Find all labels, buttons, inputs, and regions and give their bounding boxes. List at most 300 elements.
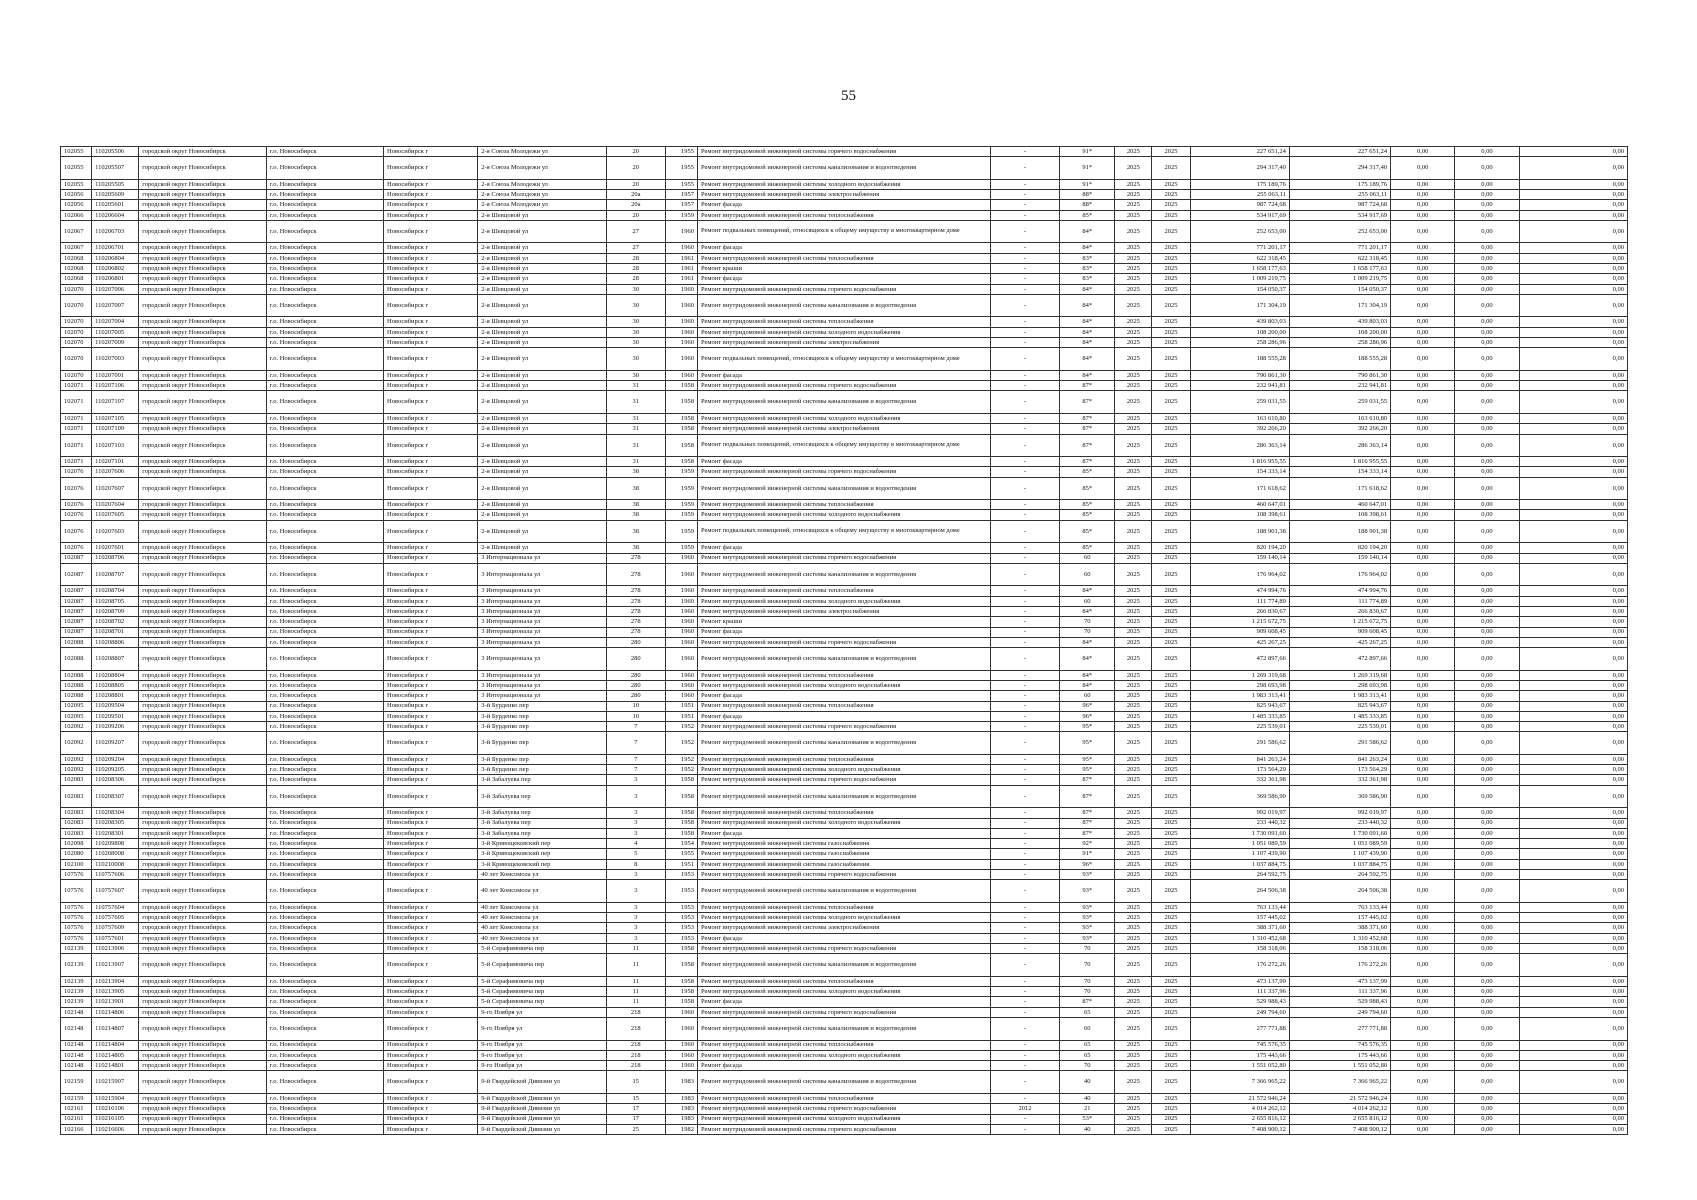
cost-cell: 188 901,38 (1190, 520, 1289, 543)
start-year-cell: 2025 (1115, 1114, 1152, 1124)
city-cell: Новосибирск г (384, 157, 478, 180)
table-row (61, 190, 1628, 200)
house-id-cell: 102076 (61, 500, 92, 510)
work-code-cell: 110207605 (92, 510, 139, 520)
work-code-cell: 110208702 (92, 617, 139, 627)
cost-cell: 227 651,24 (1190, 147, 1289, 157)
prev-repair-year-cell: - (990, 424, 1059, 434)
settlement-cell: г.о. Новосибирск (266, 637, 383, 647)
total-cost-cell: 154 333,14 (1289, 467, 1390, 477)
settlement-cell: г.о. Новосибирск (266, 413, 383, 423)
work-code-cell: 110213906 (92, 944, 139, 954)
table-row (61, 391, 1628, 414)
fund-c-cell: 0,00 (1519, 732, 1627, 755)
street-cell: 9-й Гвардейской Дивизии ул (478, 1093, 606, 1103)
wear-cell: 95* (1060, 722, 1115, 732)
fund-c-cell: 0,00 (1519, 1040, 1627, 1050)
start-year-cell: 2025 (1115, 1071, 1152, 1094)
house-number-cell: 3 (606, 870, 665, 880)
house-number-cell: 30 (606, 317, 665, 327)
prev-repair-year-cell: - (990, 253, 1059, 263)
fund-b-cell: 0,00 (1455, 987, 1519, 997)
year-built-cell: 1960 (665, 691, 697, 701)
municipality-cell: городской округ Новосибирск (139, 701, 266, 711)
work-type-cell: Ремонт внутридомовой инженерной системы горячего водоснабжения (697, 553, 990, 563)
city-cell: Новосибирск г (384, 1093, 478, 1103)
house-id-cell: 107576 (61, 870, 92, 880)
fund-a-cell: 0,00 (1391, 680, 1455, 690)
municipality-cell: городской округ Новосибирск (139, 828, 266, 838)
year-built-cell: 1958 (665, 954, 697, 977)
work-code-cell: 110208709 (92, 606, 139, 616)
street-cell: 3 Интернационала ул (478, 617, 606, 627)
year-built-cell: 1961 (665, 264, 697, 274)
total-cost-cell: 1 310 452,68 (1289, 933, 1390, 943)
prev-repair-year-cell: - (990, 701, 1059, 711)
work-code-cell: 110210008 (92, 859, 139, 869)
house-number-cell: 28 (606, 253, 665, 263)
start-year-cell: 2025 (1115, 317, 1152, 327)
house-number-cell: 3 (606, 933, 665, 943)
total-cost-cell: 266 830,67 (1289, 606, 1390, 616)
city-cell: Новосибирск г (384, 923, 478, 933)
fund-a-cell: 0,00 (1391, 179, 1455, 189)
city-cell: Новосибирск г (384, 147, 478, 157)
work-code-cell: 110207004 (92, 317, 139, 327)
year-built-cell: 1953 (665, 880, 697, 903)
end-year-cell: 2025 (1152, 722, 1190, 732)
settlement-cell: г.о. Новосибирск (266, 606, 383, 616)
wear-cell: 65 (1060, 1040, 1115, 1050)
prev-repair-year-cell: - (990, 987, 1059, 997)
street-cell: 2-я Шевцовой ул (478, 338, 606, 348)
table-row (61, 553, 1628, 563)
total-cost-cell: 188 555,28 (1289, 348, 1390, 371)
work-type-cell: Ремонт внутридомовой инженерной системы теплоснабжения (697, 976, 990, 986)
settlement-cell: г.о. Новосибирск (266, 157, 383, 180)
city-cell: Новосибирск г (384, 243, 478, 253)
fund-c-cell: 0,00 (1519, 944, 1627, 954)
house-id-cell: 102092 (61, 765, 92, 775)
prev-repair-year-cell: - (990, 596, 1059, 606)
city-cell: Новосибирск г (384, 434, 478, 457)
year-built-cell: 1952 (665, 722, 697, 732)
table-row (61, 839, 1628, 849)
total-cost-cell: 227 651,24 (1289, 147, 1390, 157)
house-number-cell: 15 (606, 1071, 665, 1094)
end-year-cell: 2025 (1152, 680, 1190, 690)
year-built-cell: 1957 (665, 190, 697, 200)
start-year-cell: 2025 (1115, 944, 1152, 954)
total-cost-cell: 286 363,14 (1289, 434, 1390, 457)
city-cell: Новосибирск г (384, 1104, 478, 1114)
house-id-cell: 102070 (61, 284, 92, 294)
municipality-cell: городской округ Новосибирск (139, 722, 266, 732)
fund-c-cell: 0,00 (1519, 510, 1627, 520)
table-row (61, 902, 1628, 912)
cost-cell: 1 107 439,90 (1190, 849, 1289, 859)
wear-cell: 84* (1060, 370, 1115, 380)
table-row (61, 510, 1628, 520)
cost-cell: 163 610,80 (1190, 413, 1289, 423)
house-number-cell: 30 (606, 294, 665, 317)
start-year-cell: 2025 (1115, 381, 1152, 391)
year-built-cell: 1954 (665, 839, 697, 849)
start-year-cell: 2025 (1115, 157, 1152, 180)
start-year-cell: 2025 (1115, 722, 1152, 732)
table-row (61, 327, 1628, 337)
city-cell: Новосибирск г (384, 413, 478, 423)
wear-cell: 21 (1060, 1104, 1115, 1114)
street-cell: 2-я Шевцовой ул (478, 477, 606, 500)
fund-a-cell: 0,00 (1391, 606, 1455, 616)
settlement-cell: г.о. Новосибирск (266, 317, 383, 327)
settlement-cell: г.о. Новосибирск (266, 596, 383, 606)
fund-b-cell: 0,00 (1455, 828, 1519, 838)
street-cell: 2-я Шевцовой ул (478, 467, 606, 477)
settlement-cell: г.о. Новосибирск (266, 477, 383, 500)
fund-b-cell: 0,00 (1455, 294, 1519, 317)
year-built-cell: 1958 (665, 434, 697, 457)
street-cell: 9-й Гвардейской Дивизии ул (478, 1124, 606, 1134)
year-built-cell: 1960 (665, 294, 697, 317)
fund-a-cell: 0,00 (1391, 596, 1455, 606)
prev-repair-year-cell: - (990, 1061, 1059, 1071)
table-row (61, 520, 1628, 543)
end-year-cell: 2025 (1152, 391, 1190, 414)
start-year-cell: 2025 (1115, 500, 1152, 510)
wear-cell: 87* (1060, 808, 1115, 818)
cost-cell: 108 398,61 (1190, 510, 1289, 520)
house-id-cell: 107576 (61, 880, 92, 903)
cost-cell: 154 333,14 (1190, 467, 1289, 477)
house-id-cell: 102092 (61, 722, 92, 732)
city-cell: Новосибирск г (384, 765, 478, 775)
wear-cell: 70 (1060, 954, 1115, 977)
wear-cell: 84* (1060, 294, 1115, 317)
end-year-cell: 2025 (1152, 243, 1190, 253)
street-cell: 3-й Кривощековский пер (478, 859, 606, 869)
fund-b-cell: 0,00 (1455, 818, 1519, 828)
total-cost-cell: 163 610,80 (1289, 413, 1390, 423)
house-number-cell: 218 (606, 1018, 665, 1041)
municipality-cell: городской округ Новосибирск (139, 775, 266, 785)
start-year-cell: 2025 (1115, 264, 1152, 274)
fund-b-cell: 0,00 (1455, 913, 1519, 923)
start-year-cell: 2025 (1115, 179, 1152, 189)
fund-c-cell: 0,00 (1519, 670, 1627, 680)
work-type-cell: Ремонт внутридомовой инженерной системы электроснабжения (697, 606, 990, 616)
prev-repair-year-cell: - (990, 1124, 1059, 1134)
table-row (61, 775, 1628, 785)
year-built-cell: 1957 (665, 200, 697, 210)
fund-c-cell: 0,00 (1519, 179, 1627, 189)
work-type-cell: Ремонт фасада (697, 457, 990, 467)
street-cell: 9-го Ноября ул (478, 1061, 606, 1071)
fund-b-cell: 0,00 (1455, 253, 1519, 263)
fund-c-cell: 0,00 (1519, 243, 1627, 253)
house-id-cell: 102159 (61, 1071, 92, 1094)
fund-c-cell: 0,00 (1519, 627, 1627, 637)
fund-b-cell: 0,00 (1455, 1050, 1519, 1060)
fund-a-cell: 0,00 (1391, 976, 1455, 986)
fund-b-cell: 0,00 (1455, 785, 1519, 808)
prev-repair-year-cell: - (990, 243, 1059, 253)
house-id-cell: 102095 (61, 711, 92, 721)
table-row (61, 711, 1628, 721)
house-id-cell: 102139 (61, 954, 92, 977)
fund-a-cell: 0,00 (1391, 1018, 1455, 1041)
year-built-cell: 1955 (665, 179, 697, 189)
cost-cell: 473 137,99 (1190, 976, 1289, 986)
fund-b-cell: 0,00 (1455, 954, 1519, 977)
city-cell: Новосибирск г (384, 1040, 478, 1050)
settlement-cell: г.о. Новосибирск (266, 933, 383, 943)
work-type-cell: Ремонт внутридомовой инженерной системы канализования и водоотведения (697, 294, 990, 317)
total-cost-cell: 771 201,17 (1289, 243, 1390, 253)
fund-a-cell: 0,00 (1391, 327, 1455, 337)
fund-a-cell: 0,00 (1391, 839, 1455, 849)
cost-cell: 332 361,98 (1190, 775, 1289, 785)
municipality-cell: городской округ Новосибирск (139, 520, 266, 543)
prev-repair-year-cell: - (990, 691, 1059, 701)
wear-cell: 91* (1060, 157, 1115, 180)
fund-c-cell: 0,00 (1519, 997, 1627, 1007)
end-year-cell: 2025 (1152, 954, 1190, 977)
total-cost-cell: 1 485 333,85 (1289, 711, 1390, 721)
cost-cell: 111 774,89 (1190, 596, 1289, 606)
wear-cell: 60 (1060, 563, 1115, 586)
municipality-cell: городской округ Новосибирск (139, 648, 266, 671)
prev-repair-year-cell: - (990, 818, 1059, 828)
house-id-cell: 102088 (61, 691, 92, 701)
settlement-cell: г.о. Новосибирск (266, 338, 383, 348)
street-cell: 3-й Забалуева пер (478, 775, 606, 785)
municipality-cell: городской округ Новосибирск (139, 785, 266, 808)
house-number-cell: 20 (606, 210, 665, 220)
cost-cell: 1 485 333,85 (1190, 711, 1289, 721)
municipality-cell: городской округ Новосибирск (139, 987, 266, 997)
work-type-cell: Ремонт внутридомовой инженерной системы теплоснабжения (697, 210, 990, 220)
start-year-cell: 2025 (1115, 775, 1152, 785)
table-row (61, 849, 1628, 859)
work-code-cell: 110208804 (92, 670, 139, 680)
work-code-cell: 110214801 (92, 1061, 139, 1071)
house-id-cell: 102148 (61, 1061, 92, 1071)
settlement-cell: г.о. Новосибирск (266, 923, 383, 933)
table-row (61, 944, 1628, 954)
wear-cell: 93* (1060, 902, 1115, 912)
fund-b-cell: 0,00 (1455, 391, 1519, 414)
work-code-cell: 110214806 (92, 1007, 139, 1017)
house-id-cell: 102068 (61, 253, 92, 263)
work-code-cell: 110206804 (92, 253, 139, 263)
street-cell: 3 Интернационала ул (478, 563, 606, 586)
fund-b-cell: 0,00 (1455, 1093, 1519, 1103)
fund-c-cell: 0,00 (1519, 976, 1627, 986)
city-cell: Новосибирск г (384, 348, 478, 371)
work-type-cell: Ремонт внутридомовой инженерной системы горячего водоснабжения (697, 870, 990, 880)
table-row (61, 870, 1628, 880)
fund-b-cell: 0,00 (1455, 923, 1519, 933)
street-cell: 3 Интернационала ул (478, 648, 606, 671)
fund-b-cell: 0,00 (1455, 220, 1519, 243)
total-cost-cell: 1 051 089,59 (1289, 839, 1390, 849)
house-number-cell: 10 (606, 711, 665, 721)
table-row (61, 586, 1628, 596)
end-year-cell: 2025 (1152, 190, 1190, 200)
city-cell: Новосибирск г (384, 648, 478, 671)
fund-b-cell: 0,00 (1455, 1061, 1519, 1071)
wear-cell: 85* (1060, 467, 1115, 477)
fund-c-cell: 0,00 (1519, 1124, 1627, 1134)
prev-repair-year-cell: - (990, 1007, 1059, 1017)
fund-b-cell: 0,00 (1455, 543, 1519, 553)
fund-a-cell: 0,00 (1391, 317, 1455, 327)
end-year-cell: 2025 (1152, 553, 1190, 563)
fund-a-cell: 0,00 (1391, 253, 1455, 263)
fund-a-cell: 0,00 (1391, 1061, 1455, 1071)
house-number-cell: 11 (606, 954, 665, 977)
start-year-cell: 2025 (1115, 711, 1152, 721)
wear-cell: 87* (1060, 424, 1115, 434)
year-built-cell: 1959 (665, 210, 697, 220)
house-id-cell: 102071 (61, 434, 92, 457)
total-cost-cell: 987 724,68 (1289, 200, 1390, 210)
fund-c-cell: 0,00 (1519, 880, 1627, 903)
settlement-cell: г.о. Новосибирск (266, 500, 383, 510)
end-year-cell: 2025 (1152, 902, 1190, 912)
fund-b-cell: 0,00 (1455, 1071, 1519, 1094)
year-built-cell: 1953 (665, 923, 697, 933)
municipality-cell: городской округ Новосибирск (139, 902, 266, 912)
municipality-cell: городской округ Новосибирск (139, 457, 266, 467)
work-code-cell: 110208807 (92, 648, 139, 671)
total-cost-cell: 176 964,02 (1289, 563, 1390, 586)
settlement-cell: г.о. Новосибирск (266, 294, 383, 317)
prev-repair-year-cell: - (990, 563, 1059, 586)
table-row (61, 1007, 1628, 1017)
fund-b-cell: 0,00 (1455, 839, 1519, 849)
prev-repair-year-cell: - (990, 997, 1059, 1007)
fund-a-cell: 0,00 (1391, 294, 1455, 317)
house-id-cell: 102139 (61, 987, 92, 997)
fund-c-cell: 0,00 (1519, 923, 1627, 933)
wear-cell: 93* (1060, 913, 1115, 923)
prev-repair-year-cell: - (990, 785, 1059, 808)
wear-cell: 95* (1060, 732, 1115, 755)
fund-c-cell: 0,00 (1519, 563, 1627, 586)
street-cell: 2-я Шевцовой ул (478, 413, 606, 423)
settlement-cell: г.о. Новосибирск (266, 467, 383, 477)
house-number-cell: 15 (606, 1093, 665, 1103)
year-built-cell: 1961 (665, 253, 697, 263)
house-number-cell: 31 (606, 434, 665, 457)
work-code-cell: 110213904 (92, 976, 139, 986)
municipality-cell: городской округ Новосибирск (139, 913, 266, 923)
work-type-cell: Ремонт внутридомовой инженерной системы горячего водоснабжения (697, 1007, 990, 1017)
cost-cell: 392 266,20 (1190, 424, 1289, 434)
house-number-cell: 38 (606, 477, 665, 500)
wear-cell: 88* (1060, 200, 1115, 210)
wear-cell: 70 (1060, 627, 1115, 637)
start-year-cell: 2025 (1115, 596, 1152, 606)
house-number-cell: 38 (606, 510, 665, 520)
start-year-cell: 2025 (1115, 617, 1152, 627)
house-number-cell: 278 (606, 586, 665, 596)
total-cost-cell: 4 014 262,12 (1289, 1104, 1390, 1114)
street-cell: 5-й Серафимовича пер (478, 954, 606, 977)
wear-cell: 87* (1060, 413, 1115, 423)
prev-repair-year-cell: - (990, 317, 1059, 327)
work-type-cell: Ремонт внутридомовой инженерной системы канализования и водоотведения (697, 563, 990, 586)
house-number-cell: 278 (606, 606, 665, 616)
work-type-cell: Ремонт фасада (697, 933, 990, 943)
house-id-cell: 102098 (61, 839, 92, 849)
table-row (61, 880, 1628, 903)
house-number-cell: 280 (606, 648, 665, 671)
fund-b-cell: 0,00 (1455, 563, 1519, 586)
house-id-cell: 102088 (61, 680, 92, 690)
settlement-cell: г.о. Новосибирск (266, 520, 383, 543)
table-row (61, 317, 1628, 327)
start-year-cell: 2025 (1115, 680, 1152, 690)
fund-a-cell: 0,00 (1391, 954, 1455, 977)
settlement-cell: г.о. Новосибирск (266, 902, 383, 912)
work-code-cell: 110207009 (92, 338, 139, 348)
fund-b-cell: 0,00 (1455, 500, 1519, 510)
street-cell: 3 Интернационала ул (478, 637, 606, 647)
house-id-cell: 102148 (61, 1050, 92, 1060)
house-number-cell: 5 (606, 849, 665, 859)
municipality-cell: городской округ Новосибирск (139, 1071, 266, 1094)
prev-repair-year-cell: - (990, 294, 1059, 317)
start-year-cell: 2025 (1115, 553, 1152, 563)
municipality-cell: городской округ Новосибирск (139, 997, 266, 1007)
work-code-cell: 110205507 (92, 157, 139, 180)
end-year-cell: 2025 (1152, 648, 1190, 671)
city-cell: Новосибирск г (384, 1050, 478, 1060)
house-number-cell: 3 (606, 902, 665, 912)
work-type-cell: Ремонт внутридомовой инженерной системы электроснабжения (697, 190, 990, 200)
start-year-cell: 2025 (1115, 1061, 1152, 1071)
table-row (61, 680, 1628, 690)
table-row (61, 370, 1628, 380)
fund-b-cell: 0,00 (1455, 617, 1519, 627)
work-type-cell: Ремонт внутридомовой инженерной системы теплоснабжения (697, 500, 990, 510)
city-cell: Новосибирск г (384, 563, 478, 586)
fund-c-cell: 0,00 (1519, 902, 1627, 912)
house-id-cell: 102087 (61, 606, 92, 616)
settlement-cell: г.о. Новосибирск (266, 1114, 383, 1124)
fund-c-cell: 0,00 (1519, 1114, 1627, 1124)
total-cost-cell: 158 318,06 (1289, 944, 1390, 954)
prev-repair-year-cell: - (990, 510, 1059, 520)
prev-repair-year-cell: - (990, 1071, 1059, 1094)
cost-cell: 425 267,25 (1190, 637, 1289, 647)
cost-cell: 259 031,55 (1190, 391, 1289, 414)
fund-c-cell: 0,00 (1519, 859, 1627, 869)
prev-repair-year-cell: - (990, 190, 1059, 200)
wear-cell: 91* (1060, 849, 1115, 859)
house-id-cell: 102139 (61, 976, 92, 986)
wear-cell: 84* (1060, 586, 1115, 596)
house-id-cell: 102071 (61, 424, 92, 434)
fund-b-cell: 0,00 (1455, 424, 1519, 434)
fund-b-cell: 0,00 (1455, 457, 1519, 467)
prev-repair-year-cell: - (990, 147, 1059, 157)
settlement-cell: г.о. Новосибирск (266, 617, 383, 627)
